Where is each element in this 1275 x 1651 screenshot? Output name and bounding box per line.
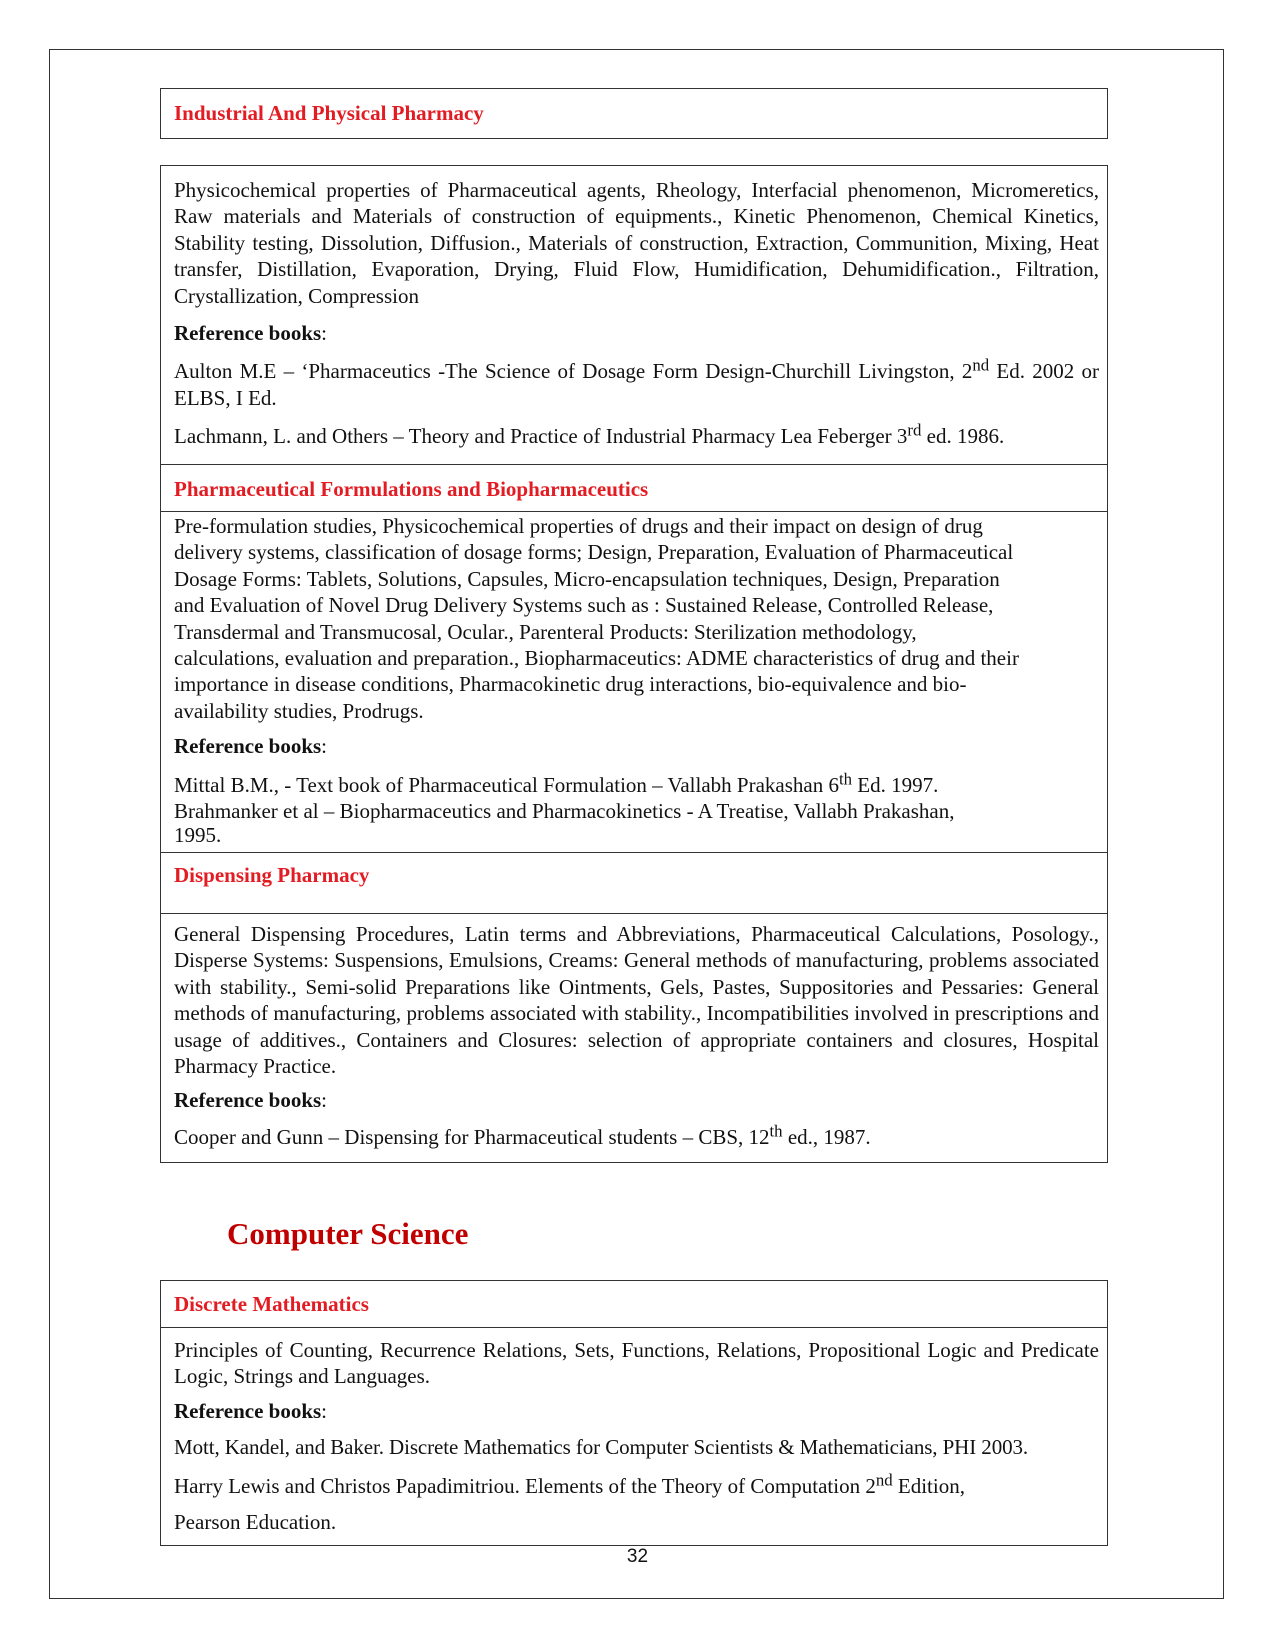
dispensing-body-section: [161, 914, 1107, 1150]
ref-text: Lachmann, L. and Others – Theory and Practice of Industrial Pharmacy Lea Feberger 3: [174, 424, 908, 449]
reference-item: [174, 1470, 1099, 1499]
ref-text: Cooper and Gunn – Dispensing for Pharmaceutical students – CBS, 12: [174, 1124, 770, 1149]
ref-superscript: rd: [907, 420, 922, 440]
industrial-body: Physicochemical properties of Pharmaceutical agents, Rheology, Interfacial phenomenon, Micromeretics, Raw materials and Materials of construction of equipments., Kinetic Phenomenon, Chemical Kinetics, Stability testing, Dissolution, Diffusion., Materials of construction, Extraction, Communition, Mixing, Heat transfer, Distillation, Evaporation, Drying, Fluid Flow, Humidification, Dehumidification., Filtration, Crystallization, Compression: [174, 178, 1099, 308]
industrial-title-box: [160, 88, 1108, 139]
discrete-body-section: [161, 1328, 1107, 1535]
pharmacy-content-box: [160, 165, 1108, 1163]
formulations-body-section: [161, 512, 1107, 852]
page-number: 32: [626, 1546, 649, 1567]
section-title: Industrial And Physical Pharmacy: [174, 101, 484, 125]
body-line: availability studies, Prodrugs.: [174, 698, 424, 723]
ref-text-end: Ed. 2002 or ELBS, I Ed.: [174, 359, 1100, 410]
ref-superscript: nd: [972, 355, 990, 375]
discrete-body: Principles of Counting, Recurrence Relations, Sets, Functions, Relations, Propositional Logic and Predicate Logic, Strings and Languages.: [174, 1338, 1099, 1389]
discrete-math-box: [160, 1280, 1108, 1546]
ref-text-end: Ed. 1997.: [852, 772, 939, 797]
reference-item: [174, 1121, 1099, 1150]
ref-text: Mittal B.M., - Text book of Pharmaceutical Formulation – Vallabh Prakashan 6: [174, 772, 839, 797]
body-line: Dosage Forms: Tablets, Solutions, Capsules, Micro-encapsulation techniques, Design, Preparation: [174, 566, 1000, 591]
section-title: Discrete Mathematics: [174, 1292, 369, 1316]
ref-text: Harry Lewis and Christos Papadimitriou. Elements of the Theory of Computation 2: [174, 1473, 876, 1498]
section-title: Dispensing Pharmacy: [174, 863, 370, 887]
ref-label-text: Reference books: [174, 734, 322, 759]
section-title: Pharmaceutical Formulations and Biopharmaceutics: [174, 477, 649, 501]
body-line: importance in disease conditions, Pharmacokinetic drug interactions, bio-equivalence and bio-: [174, 672, 967, 697]
body-line: delivery systems, classification of dosage forms; Design, Preparation, Evaluation of Pharmaceutical: [174, 540, 1014, 565]
reference-item: [174, 798, 1099, 846]
body-line: Transdermal and Transmucosal, Ocular., Parenteral Products: Sterilization methodology,: [174, 619, 917, 644]
formulations-body: [174, 513, 1099, 724]
ref-text-end: ed. 1986.: [921, 424, 1005, 449]
ref-text: Aulton M.E – ‘Pharmaceutics -The Science of Dosage Form Design-Churchill Livingston, 2: [174, 359, 973, 384]
ref-text-end: ed., 1987.: [782, 1124, 871, 1149]
body-line: and Evaluation of Novel Drug Delivery Systems such as : Sustained Release, Controlled Release,: [174, 593, 994, 618]
computer-science-heading: Computer Science: [227, 1216, 469, 1251]
reference-item: [174, 420, 1099, 449]
ref-text: 1995.: [174, 823, 222, 848]
reference-item: Mott, Kandel, and Baker. Discrete Mathematics for Computer Scientists & Mathematicians, PHI 2003.: [174, 1435, 1029, 1460]
ref-label-text: Reference books: [174, 321, 322, 346]
ref-superscript: nd: [875, 1470, 893, 1490]
reference-item: [174, 355, 1100, 411]
body-line: Pre-formulation studies, Physicochemical properties of drugs and their impact on design of drug: [174, 514, 983, 538]
reference-books-label: Reference books:: [174, 1398, 328, 1423]
dispensing-body: General Dispensing Procedures, Latin terms and Abbreviations, Pharmaceutical Calculations, Posology., Disperse Systems: Suspensions, Emulsions, Creams: General methods of manufacturing, problems associated with stability., Semi-solid Preparations like Ointments, Gels, Pastes, Suppositories and Pessaries: General methods of manufacturing, problems associated with stability., Incompatibilities involved in prescriptions and usage of additives., Containers and Closures: selection of appropriate containers and closures, Hospital Pharmacy Practice.: [174, 922, 1099, 1079]
reference-books-label: Reference books:: [174, 1088, 328, 1113]
ref-label-text: Reference books: [174, 1398, 322, 1423]
reference-item: [174, 769, 1099, 798]
reference-books-label: Reference books:: [174, 734, 328, 759]
ref-text-end: Edition,: [892, 1473, 965, 1498]
ref-label-text: Reference books: [174, 1088, 322, 1113]
industrial-body-section: [161, 166, 1107, 464]
ref-text: Brahmanker et al – Biopharmaceutics and Pharmacokinetics - A Treatise, Vallabh Prakashan,: [174, 799, 955, 824]
reference-books-label: Reference books:: [174, 321, 328, 346]
body-line: calculations, evaluation and preparation., Biopharmaceutics: ADME characteristics of drug and their: [174, 646, 1019, 671]
reference-item: Pearson Education.: [174, 1510, 337, 1535]
ref-superscript: th: [769, 1121, 783, 1141]
ref-superscript: th: [838, 769, 853, 789]
